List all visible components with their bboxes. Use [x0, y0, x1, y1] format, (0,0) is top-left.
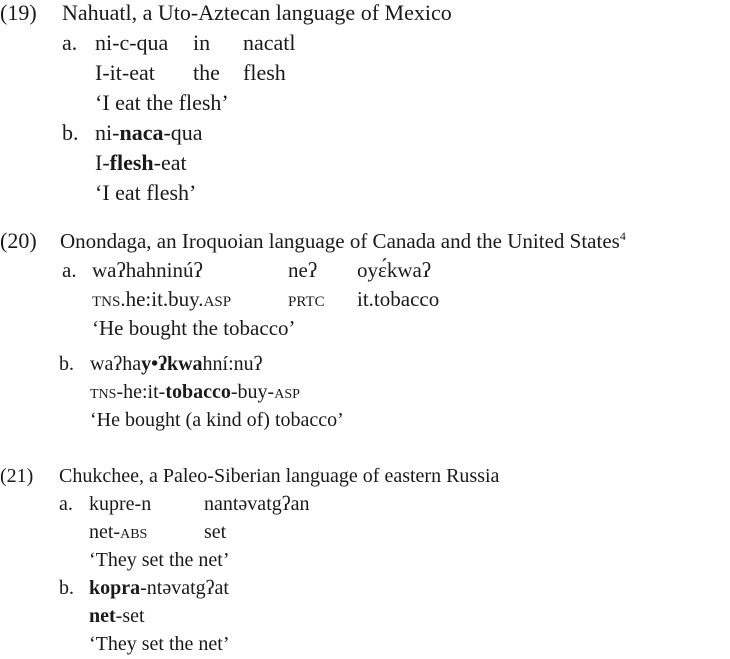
example-19-title: Nahuatl, a Uto-Aztecan language of Mexico [62, 0, 452, 25]
example-20b-gloss-asp: asp [274, 381, 300, 403]
example-21b-label: b. [59, 577, 74, 599]
example-21b-line-bold: kopra [89, 577, 141, 599]
example-21a-gloss-pre: net- [89, 521, 121, 543]
example-20b-gloss-bold: tobacco [165, 381, 231, 403]
example-21b-line [89, 578, 229, 598]
example-21a-translation: ‘They set the net’ [89, 549, 230, 571]
example-19-number: (19) [0, 0, 37, 25]
example-21a-word-1: kupre-n [89, 493, 152, 515]
example-21a-gloss-2: set [204, 521, 227, 543]
example-19a-gloss-2: the [193, 60, 220, 85]
example-20a-gloss-3: it.tobacco [357, 287, 440, 311]
example-19b-line [95, 122, 203, 144]
example-20a-word-2: neʔ [288, 258, 318, 282]
example-20b-line-pre: waʔha [90, 353, 142, 375]
example-21b-gloss-bold: net [89, 605, 116, 627]
example-19a-word-3: nacatl [243, 30, 296, 55]
example-20a-gloss-mid: .he:it.buy. [120, 287, 204, 311]
example-19a-label: a. [62, 30, 78, 55]
example-21b-line-post: -ntəvatgʔat [140, 577, 229, 599]
example-21-number: (21) [0, 465, 34, 487]
example-19b-gloss-pre: I- [95, 150, 110, 175]
example-19b-gloss [95, 152, 187, 174]
example-21-title: Chukchee, a Paleo-Siberian language of eastern Russia [59, 465, 500, 487]
example-20-number: (20) [0, 228, 37, 253]
example-20a-gloss-2: prtc [288, 287, 325, 311]
example-21a-word-2: nantəvatgʔan [204, 493, 310, 515]
example-19b-line-post: -qua [163, 120, 203, 145]
example-19a-gloss-3: flesh [243, 60, 286, 85]
example-19a-word-2: in [193, 30, 211, 55]
example-20b-line [90, 354, 263, 374]
example-20b-translation: ‘He bought (a kind of) tobacco’ [90, 409, 344, 431]
example-20a-gloss-1 [92, 289, 231, 310]
footnote-marker: 4 [619, 229, 626, 243]
example-19b-gloss-bold: flesh [109, 150, 154, 175]
example-19a-word-1: ni-c-qua [95, 30, 169, 55]
example-19a-translation: ‘I eat the flesh’ [95, 90, 229, 115]
example-21b-translation: ‘They set the net’ [89, 633, 230, 655]
example-21a-gloss-abs: abs [120, 521, 148, 543]
example-20b-label: b. [59, 353, 74, 375]
example-21a-label: a. [59, 493, 73, 515]
example-20a-gloss-tns: tns [92, 287, 121, 311]
example-21a-gloss-1 [89, 522, 147, 542]
example-19b-line-bold: naca [119, 120, 164, 145]
example-20b-line-bold: y•ʔkwa [141, 353, 203, 375]
example-19a-gloss-1: I-it-eat [95, 60, 155, 85]
example-20b-gloss-mid1: -he:it- [116, 381, 166, 403]
example-20a-gloss-asp: asp [203, 287, 232, 311]
example-20b-gloss-tns: tns [90, 381, 117, 403]
example-21b-gloss-post: -set [115, 605, 145, 627]
example-20-title-text: Onondaga, an Iroquoian language of Canada and the United States [60, 229, 620, 253]
example-20-title [60, 231, 626, 252]
example-20b-gloss-mid2: -buy- [230, 381, 275, 403]
example-20b-line-post: hní:nuʔ [202, 353, 263, 375]
example-20a-word-3: oyɛ́kwaʔ [357, 258, 432, 282]
example-19b-label: b. [62, 120, 79, 145]
example-19b-translation: ‘I eat flesh’ [95, 180, 197, 205]
example-20a-translation: ‘He bought the tobacco’ [92, 316, 296, 340]
example-20a-label: a. [62, 258, 77, 282]
example-21b-gloss [89, 606, 145, 626]
example-19b-line-pre: ni- [95, 120, 120, 145]
example-20a-word-1: waʔhahninúʔ [92, 258, 203, 282]
example-20b-gloss [90, 382, 300, 402]
example-19b-gloss-post: -eat [153, 150, 187, 175]
